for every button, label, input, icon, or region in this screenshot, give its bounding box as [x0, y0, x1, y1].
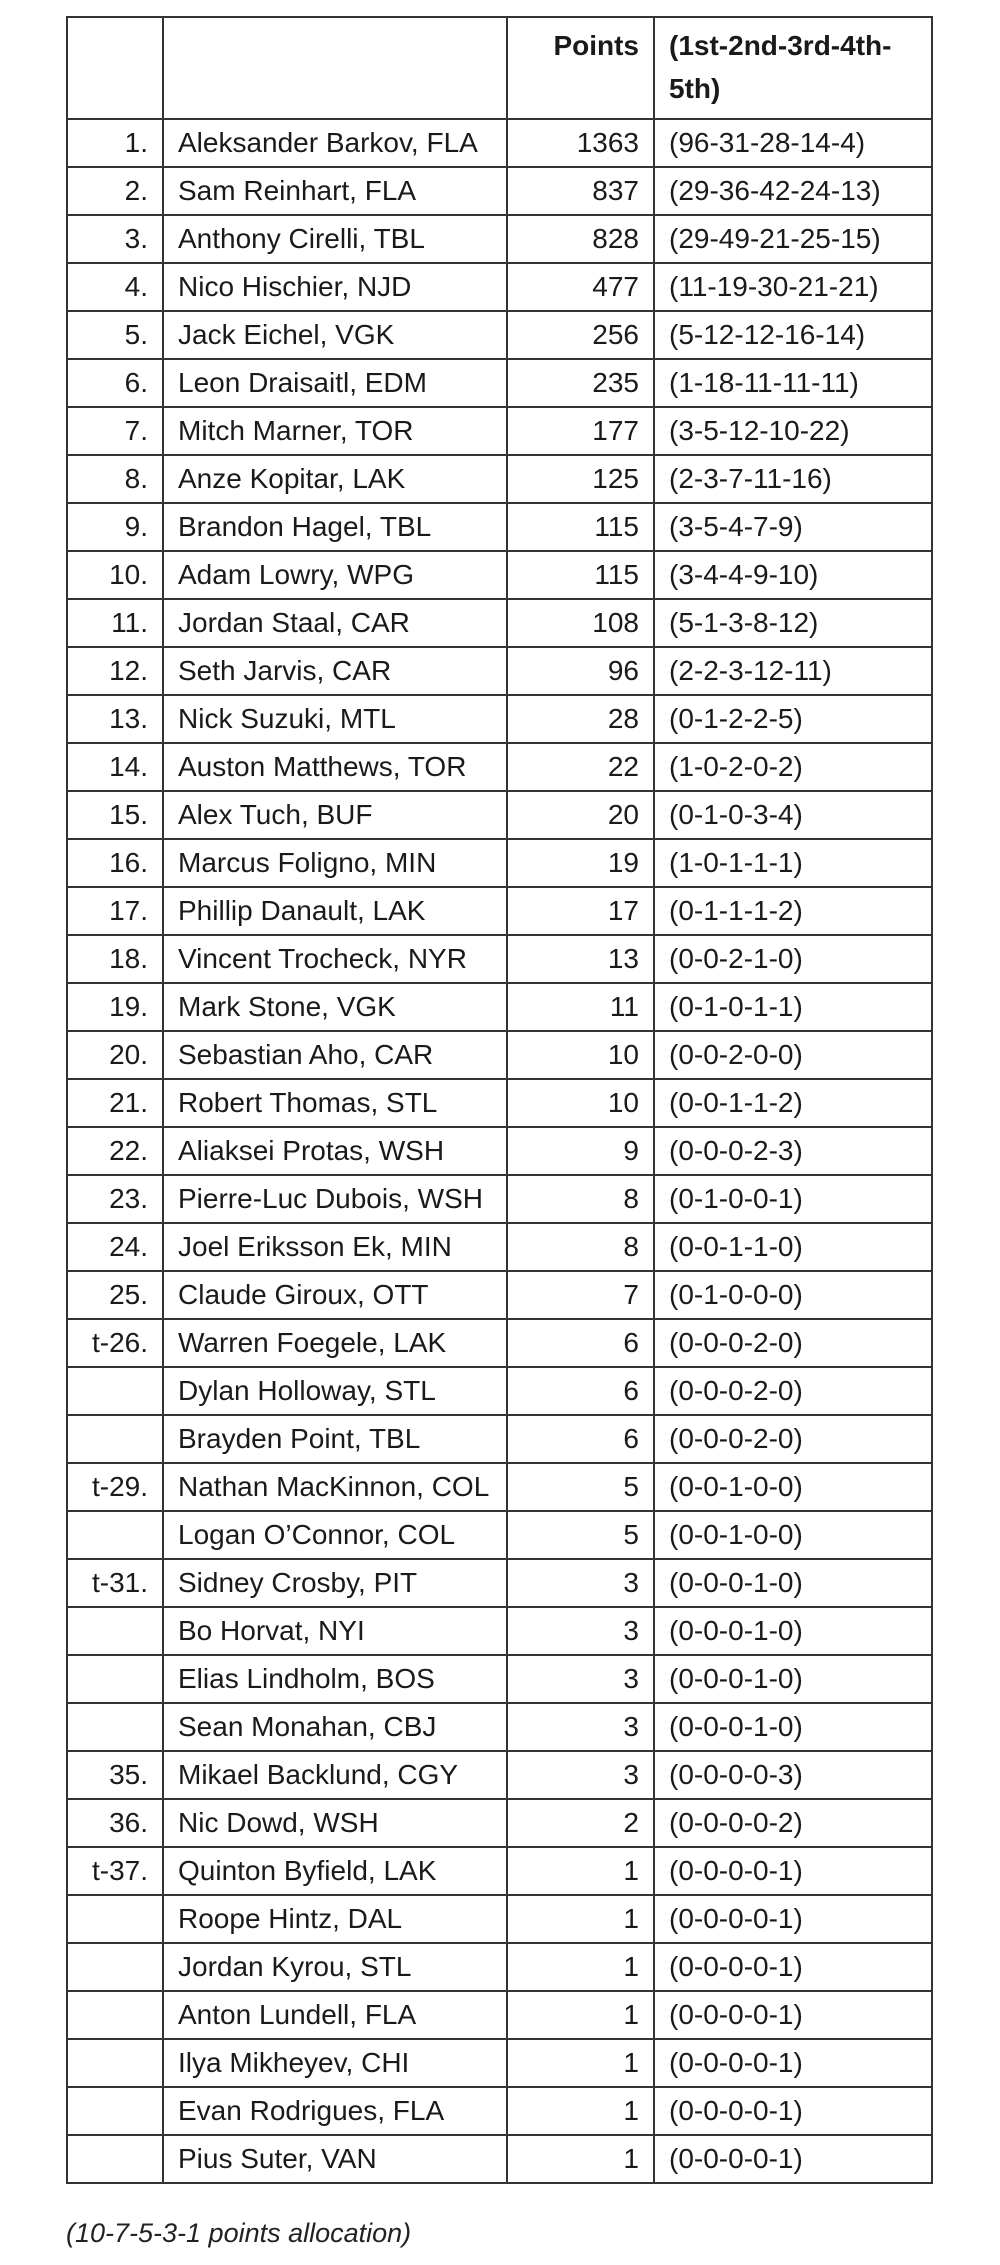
player-name-cell: Bo Horvat, NYI [163, 1607, 507, 1655]
player-name-cell: Jordan Staal, CAR [163, 599, 507, 647]
player-name-cell: Sebastian Aho, CAR [163, 1031, 507, 1079]
vote-breakdown-cell: (3-4-4-9-10) [654, 551, 932, 599]
player-name-cell: Roope Hintz, DAL [163, 1895, 507, 1943]
rank-cell [67, 2039, 163, 2087]
points-cell: 2 [507, 1799, 654, 1847]
rank-cell [67, 1367, 163, 1415]
table-row [67, 1271, 932, 1319]
table-row [67, 2039, 932, 2087]
table-row [67, 263, 932, 311]
player-name-cell: Leon Draisaitl, EDM [163, 359, 507, 407]
points-cell: 837 [507, 167, 654, 215]
player-name-cell: Jack Eichel, VGK [163, 311, 507, 359]
player-name-cell: Nico Hischier, NJD [163, 263, 507, 311]
player-name-cell: Phillip Danault, LAK [163, 887, 507, 935]
rank-cell [67, 2135, 163, 2183]
vote-breakdown-cell: (29-36-42-24-13) [654, 167, 932, 215]
vote-breakdown-cell: (0-1-0-1-1) [654, 983, 932, 1031]
rank-cell [67, 1607, 163, 1655]
points-cell: 3 [507, 1607, 654, 1655]
rank-cell: 24. [67, 1223, 163, 1271]
points-cell: 108 [507, 599, 654, 647]
table-row [67, 1991, 932, 2039]
rank-cell: 13. [67, 695, 163, 743]
rank-cell: 17. [67, 887, 163, 935]
points-cell: 3 [507, 1559, 654, 1607]
points-cell: 1 [507, 2135, 654, 2183]
table-row [67, 455, 932, 503]
points-cell: 5 [507, 1511, 654, 1559]
table-row [67, 1175, 932, 1223]
vote-breakdown-cell: (3-5-4-7-9) [654, 503, 932, 551]
rank-cell [67, 1991, 163, 2039]
table-row [67, 1127, 932, 1175]
points-cell: 8 [507, 1223, 654, 1271]
table-row [67, 1511, 932, 1559]
table-row [67, 359, 932, 407]
points-cell: 5 [507, 1463, 654, 1511]
voting-results-table [66, 16, 933, 2184]
table-row [67, 311, 932, 359]
table-row [67, 407, 932, 455]
rank-cell [67, 1655, 163, 1703]
vote-breakdown-cell: (1-0-1-1-1) [654, 839, 932, 887]
rank-cell [67, 1703, 163, 1751]
points-cell: 6 [507, 1367, 654, 1415]
player-name-cell: Warren Foegele, LAK [163, 1319, 507, 1367]
table-body [67, 119, 932, 2183]
breakdown-header: (1st-2nd-3rd-4th-5th) [654, 17, 932, 119]
points-cell: 1363 [507, 119, 654, 167]
player-name-cell: Aleksander Barkov, FLA [163, 119, 507, 167]
points-cell: 6 [507, 1415, 654, 1463]
player-name-cell: Logan O’Connor, COL [163, 1511, 507, 1559]
points-header: Points [507, 17, 654, 119]
vote-breakdown-cell: (0-1-0-3-4) [654, 791, 932, 839]
rank-cell: 20. [67, 1031, 163, 1079]
vote-breakdown-cell: (0-0-0-1-0) [654, 1607, 932, 1655]
rank-cell: 10. [67, 551, 163, 599]
table-row [67, 983, 932, 1031]
player-name-cell: Dylan Holloway, STL [163, 1367, 507, 1415]
vote-breakdown-cell: (0-1-2-2-5) [654, 695, 932, 743]
vote-breakdown-cell: (0-0-2-0-0) [654, 1031, 932, 1079]
points-cell: 28 [507, 695, 654, 743]
rank-cell: 16. [67, 839, 163, 887]
table-row [67, 1895, 932, 1943]
player-name-cell: Pius Suter, VAN [163, 2135, 507, 2183]
rank-cell [67, 1415, 163, 1463]
vote-breakdown-cell: (0-0-0-2-0) [654, 1415, 932, 1463]
vote-breakdown-cell: (0-0-1-1-0) [654, 1223, 932, 1271]
player-name-cell: Mikael Backlund, CGY [163, 1751, 507, 1799]
player-name-cell: Sidney Crosby, PIT [163, 1559, 507, 1607]
rank-header [67, 17, 163, 119]
player-name-cell: Vincent Trocheck, NYR [163, 935, 507, 983]
table-row [67, 599, 932, 647]
name-header [163, 17, 507, 119]
vote-breakdown-cell: (3-5-12-10-22) [654, 407, 932, 455]
points-cell: 1 [507, 1991, 654, 2039]
player-name-cell: Jordan Kyrou, STL [163, 1943, 507, 1991]
points-cell: 7 [507, 1271, 654, 1319]
player-name-cell: Nic Dowd, WSH [163, 1799, 507, 1847]
vote-breakdown-cell: (0-0-0-2-0) [654, 1319, 932, 1367]
vote-breakdown-cell: (2-2-3-12-11) [654, 647, 932, 695]
rank-cell: 3. [67, 215, 163, 263]
table-row [67, 1367, 932, 1415]
vote-breakdown-cell: (0-0-0-0-1) [654, 1847, 932, 1895]
vote-breakdown-cell: (0-0-0-0-2) [654, 1799, 932, 1847]
rank-cell [67, 1511, 163, 1559]
player-name-cell: Mitch Marner, TOR [163, 407, 507, 455]
header-row [67, 17, 932, 119]
rank-cell: t-37. [67, 1847, 163, 1895]
table-row [67, 1799, 932, 1847]
rank-cell: 22. [67, 1127, 163, 1175]
vote-breakdown-cell: (1-18-11-11-11) [654, 359, 932, 407]
vote-breakdown-cell: (1-0-2-0-2) [654, 743, 932, 791]
vote-breakdown-cell: (0-1-0-0-0) [654, 1271, 932, 1319]
points-cell: 3 [507, 1703, 654, 1751]
points-cell: 8 [507, 1175, 654, 1223]
table-row [67, 1607, 932, 1655]
points-cell: 9 [507, 1127, 654, 1175]
vote-breakdown-cell: (5-1-3-8-12) [654, 599, 932, 647]
points-cell: 1 [507, 1895, 654, 1943]
table-row [67, 215, 932, 263]
points-cell: 11 [507, 983, 654, 1031]
rank-cell: 9. [67, 503, 163, 551]
table-row [67, 2087, 932, 2135]
table-row [67, 167, 932, 215]
vote-breakdown-cell: (0-0-0-0-1) [654, 2039, 932, 2087]
points-cell: 125 [507, 455, 654, 503]
table-row [67, 1415, 932, 1463]
table-row [67, 1223, 932, 1271]
rank-cell: 14. [67, 743, 163, 791]
points-cell: 13 [507, 935, 654, 983]
rank-cell: 2. [67, 167, 163, 215]
rank-cell: t-31. [67, 1559, 163, 1607]
player-name-cell: Auston Matthews, TOR [163, 743, 507, 791]
table-row [67, 839, 932, 887]
rank-cell [67, 1943, 163, 1991]
table-row [67, 743, 932, 791]
points-cell: 115 [507, 503, 654, 551]
vote-breakdown-cell: (0-0-1-0-0) [654, 1463, 932, 1511]
rank-cell: 6. [67, 359, 163, 407]
points-cell: 20 [507, 791, 654, 839]
rank-cell [67, 2087, 163, 2135]
player-name-cell: Mark Stone, VGK [163, 983, 507, 1031]
vote-breakdown-cell: (0-0-0-1-0) [654, 1703, 932, 1751]
rank-cell: 18. [67, 935, 163, 983]
points-cell: 828 [507, 215, 654, 263]
table-row [67, 2135, 932, 2183]
vote-breakdown-cell: (0-0-0-0-1) [654, 1895, 932, 1943]
player-name-cell: Sam Reinhart, FLA [163, 167, 507, 215]
player-name-cell: Claude Giroux, OTT [163, 1271, 507, 1319]
points-cell: 235 [507, 359, 654, 407]
player-name-cell: Nathan MacKinnon, COL [163, 1463, 507, 1511]
table-row [67, 1703, 932, 1751]
points-cell: 3 [507, 1751, 654, 1799]
player-name-cell: Brandon Hagel, TBL [163, 503, 507, 551]
rank-cell: 25. [67, 1271, 163, 1319]
rank-cell: 19. [67, 983, 163, 1031]
table-row [67, 935, 932, 983]
points-cell: 10 [507, 1079, 654, 1127]
points-cell: 6 [507, 1319, 654, 1367]
vote-breakdown-cell: (2-3-7-11-16) [654, 455, 932, 503]
vote-breakdown-cell: (0-0-2-1-0) [654, 935, 932, 983]
points-cell: 3 [507, 1655, 654, 1703]
points-cell: 256 [507, 311, 654, 359]
table-row [67, 695, 932, 743]
table-row [67, 119, 932, 167]
table-row [67, 1031, 932, 1079]
points-cell: 1 [507, 1943, 654, 1991]
player-name-cell: Sean Monahan, CBJ [163, 1703, 507, 1751]
points-cell: 177 [507, 407, 654, 455]
points-cell: 96 [507, 647, 654, 695]
vote-breakdown-cell: (0-0-1-0-0) [654, 1511, 932, 1559]
rank-cell: 4. [67, 263, 163, 311]
rank-cell: 11. [67, 599, 163, 647]
player-name-cell: Joel Eriksson Ek, MIN [163, 1223, 507, 1271]
rank-cell: 21. [67, 1079, 163, 1127]
player-name-cell: Anton Lundell, FLA [163, 1991, 507, 2039]
rank-cell: t-29. [67, 1463, 163, 1511]
vote-breakdown-cell: (0-0-0-0-3) [654, 1751, 932, 1799]
vote-breakdown-cell: (0-0-0-0-1) [654, 1943, 932, 1991]
vote-breakdown-cell: (29-49-21-25-15) [654, 215, 932, 263]
player-name-cell: Adam Lowry, WPG [163, 551, 507, 599]
rank-cell: 7. [67, 407, 163, 455]
points-cell: 115 [507, 551, 654, 599]
vote-breakdown-cell: (0-0-0-1-0) [654, 1655, 932, 1703]
points-allocation-note: (10-7-5-3-1 points allocation) [66, 2218, 412, 2248]
rank-cell: 36. [67, 1799, 163, 1847]
rank-cell: 12. [67, 647, 163, 695]
points-cell: 22 [507, 743, 654, 791]
vote-breakdown-cell: (0-0-1-1-2) [654, 1079, 932, 1127]
table-row [67, 1943, 932, 1991]
table-row [67, 1847, 932, 1895]
points-cell: 477 [507, 263, 654, 311]
vote-breakdown-cell: (0-0-0-0-1) [654, 2135, 932, 2183]
table-row [67, 503, 932, 551]
vote-breakdown-cell: (96-31-28-14-4) [654, 119, 932, 167]
points-cell: 10 [507, 1031, 654, 1079]
vote-breakdown-cell: (0-0-0-0-1) [654, 1991, 932, 2039]
rank-cell: 8. [67, 455, 163, 503]
points-cell: 1 [507, 2087, 654, 2135]
player-name-cell: Nick Suzuki, MTL [163, 695, 507, 743]
table-row [67, 1559, 932, 1607]
player-name-cell: Elias Lindholm, BOS [163, 1655, 507, 1703]
table-row [67, 1079, 932, 1127]
vote-breakdown-cell: (0-0-0-2-3) [654, 1127, 932, 1175]
points-cell: 1 [507, 2039, 654, 2087]
points-cell: 1 [507, 1847, 654, 1895]
player-name-cell: Marcus Foligno, MIN [163, 839, 507, 887]
table-row [67, 1655, 932, 1703]
rank-cell: 23. [67, 1175, 163, 1223]
table-row [67, 551, 932, 599]
table-row [67, 647, 932, 695]
rank-cell [67, 1895, 163, 1943]
rank-cell: t-26. [67, 1319, 163, 1367]
vote-breakdown-cell: (0-1-1-1-2) [654, 887, 932, 935]
vote-breakdown-cell: (5-12-12-16-14) [654, 311, 932, 359]
player-name-cell: Anthony Cirelli, TBL [163, 215, 507, 263]
table-row [67, 1463, 932, 1511]
player-name-cell: Anze Kopitar, LAK [163, 455, 507, 503]
table-row [67, 1751, 932, 1799]
vote-breakdown-cell: (0-1-0-0-1) [654, 1175, 932, 1223]
rank-cell: 35. [67, 1751, 163, 1799]
points-cell: 17 [507, 887, 654, 935]
player-name-cell: Pierre-Luc Dubois, WSH [163, 1175, 507, 1223]
vote-breakdown-cell: (0-0-0-0-1) [654, 2087, 932, 2135]
table-row [67, 791, 932, 839]
rank-cell: 1. [67, 119, 163, 167]
points-cell: 19 [507, 839, 654, 887]
vote-breakdown-cell: (0-0-0-1-0) [654, 1559, 932, 1607]
table-row [67, 1319, 932, 1367]
rank-cell: 15. [67, 791, 163, 839]
player-name-cell: Evan Rodrigues, FLA [163, 2087, 507, 2135]
player-name-cell: Seth Jarvis, CAR [163, 647, 507, 695]
player-name-cell: Aliaksei Protas, WSH [163, 1127, 507, 1175]
player-name-cell: Quinton Byfield, LAK [163, 1847, 507, 1895]
player-name-cell: Robert Thomas, STL [163, 1079, 507, 1127]
table-row [67, 887, 932, 935]
player-name-cell: Alex Tuch, BUF [163, 791, 507, 839]
vote-breakdown-cell: (0-0-0-2-0) [654, 1367, 932, 1415]
vote-breakdown-cell: (11-19-30-21-21) [654, 263, 932, 311]
player-name-cell: Ilya Mikheyev, CHI [163, 2039, 507, 2087]
player-name-cell: Brayden Point, TBL [163, 1415, 507, 1463]
rank-cell: 5. [67, 311, 163, 359]
